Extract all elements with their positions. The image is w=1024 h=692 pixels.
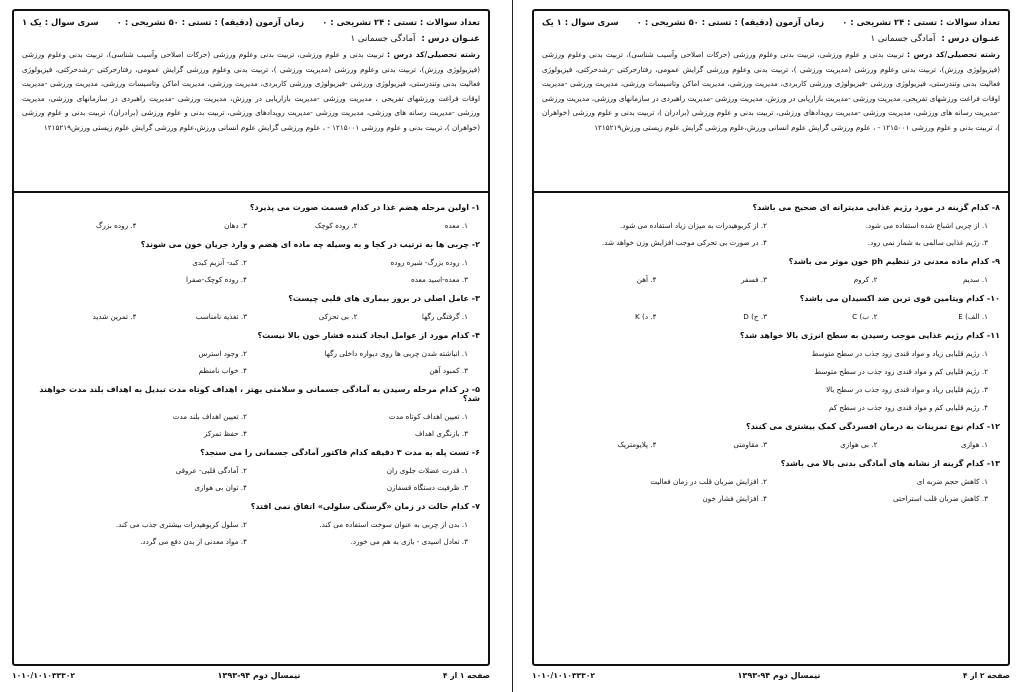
question-text: ۱۳- کدام گزینه از نشانه های آمادگی بدنی بالا می باشد؟: [780, 459, 1000, 468]
header-info-row: [14, 11, 488, 30]
answer-option: ۴. حفظ تمرکز: [203, 429, 247, 438]
answer-option: ۴. آهن: [636, 275, 657, 284]
question-text: ۱۱- کدام رژیم غذایی موجب رسیدن به سطح انرژی بالا خواهد شد؟: [739, 331, 1000, 340]
course-title: [534, 30, 1008, 46]
answer-option: ۳. رژیم قلیایی زیاد و مواد قندی زود جذب در سطح بالا: [826, 385, 988, 394]
answer-options: [540, 309, 1002, 324]
course-title: [14, 30, 488, 46]
page-number: صفحه ۲ از ۴: [962, 671, 1010, 680]
answer-option: ۴. روده کوچک-صفرا: [186, 275, 247, 284]
course-value: آمادگی جسمانی ۱: [350, 34, 416, 44]
question-text: ۴- کدام مورد از عوامل ایجاد کننده فشار خون بالا نیست؟: [257, 331, 480, 340]
field-of-study: [14, 46, 488, 138]
answer-option: ۲. سلول کربوهیدرات بیشتری جذب می کند.: [115, 520, 247, 529]
question: [20, 234, 482, 287]
field-label: رشته تحصیلی/کد درس :: [386, 50, 480, 59]
answer-options: [20, 409, 482, 441]
question-list: [14, 193, 488, 664]
answer-option: ۱. گرفتگی رگها: [421, 312, 468, 321]
answer-option: ۴. در صورت بی تحرکی موجب افزایش وزن خواهد شد.: [601, 238, 767, 247]
answer-option: ۴. مواد معدنی از بدن دفع می گردد.: [140, 537, 247, 546]
answer-option: ۴. خواب نامنظم: [198, 366, 247, 375]
answer-option: ۱. بدن از چربی به عنوان سوخت استفاده می کند.: [319, 520, 468, 529]
answer-options: [20, 309, 482, 324]
field-value: تربیت بدنی و علوم ورزشی، تربیت بدنی وعلوم ورزشی (حرکات اصلاحی وآسیب شناسی)، تربیت بدنی وعلوم ورزشی (فیزیولوژی ورزش)، تربیت بدنی وعلوم ورزشی (مدیریت ورزشی )، تربیت بدنی وعلوم ورزشی گرایش عمومی، رفتارحرکتی -رشدحرکتی، فیزیولوژی فعالیت بدنی وتندرستی، فیزیولوژی ورزشی -فیزیولوژی ورزشی کاربردی، مدیریت ورزشی، مدیریت اماکن وتاسیسات ورزشی، مدیریت ورزشی -مدیریت اوقات فراغت ورزشهای تفریحی، مدیریت ورزشی -مدیریت بازاریابی در ورزش، مدیریت ورزشی -مدیریت راهبردی در سازمانهای ورزشی، مدیریت ورزشی -مدیریت رسانه های ورزشی، مدیریت ورزشی -مدیریت رویدادهای ورزشی، تربیت بدنی و علوم ورزشی (برادران )، تربیت بدنی و علوم ورزشی (خواهران )، تربیت بدنی و علوم ورزشی ۱۲۱۵۰۰۱ - ، علوم ورزشی گرایش علوم انسانی ورزش،علوم ورزشی گرایش علوم زیستی ورزش۱۲۱۵۲۱۹: [542, 50, 1000, 132]
exam-page-2: [526, 3, 1016, 686]
answer-option: ۳. تغذیه نامناسب: [195, 312, 247, 321]
exam-code: ۱۰۱۰/۱۰۱۰۳۳۳۰۲: [532, 671, 596, 680]
answer-option: ۳. تعادل اسیدی - بازی به هم می خورد.: [350, 537, 468, 546]
answer-option: ۴. د) K: [635, 312, 657, 321]
answer-options: [540, 218, 1002, 250]
answer-option: ۱. قدرت عضلات جلوی ران: [386, 466, 468, 475]
exam-term: نیمسال دوم ۹۴-۱۳۹۳: [737, 671, 821, 680]
answer-option: ۳. ج) D: [743, 312, 767, 321]
exam-code: ۱۰۱۰/۱۰۱۰۳۳۳۰۲: [12, 671, 76, 680]
answer-option: ۲. رژیم قلیایی کم و مواد قندی زود جذب در سطح متوسط: [814, 367, 988, 376]
answer-options: [540, 272, 1002, 287]
answer-option: ۱. انباشته شدن چربی ها روی دیواره داخلی رگها: [324, 349, 468, 358]
page-footer: [532, 668, 1010, 683]
question: [20, 197, 482, 233]
header-info-row: [534, 11, 1008, 30]
answer-option: ۳. دهان: [224, 221, 247, 230]
question: [540, 325, 1002, 415]
answer-option: ۲. از کربوهیدرات به میزان زیاد استفاده می شود.: [620, 221, 767, 230]
answer-option: ۱. از چربی اشباع شده استفاده می شود.: [865, 221, 988, 230]
question: [20, 288, 482, 324]
question-series: سری سوال : ۱ یک: [542, 17, 619, 27]
field-value: تربیت بدنی و علوم ورزشی، تربیت بدنی وعلوم ورزشی (حرکات اصلاحی وآسیب شناسی)، تربیت بدنی وعلوم ورزشی (فیزیولوژی ورزش)، تربیت بدنی وعلوم ورزشی (مدیریت ورزشی )، تربیت بدنی وعلوم ورزشی گرایش عمومی، رفتارحرکتی -رشدحرکتی، فیزیولوژی فعالیت بدنی وتندرستی، فیزیولوژی ورزشی -فیزیولوژی ورزشی کاربردی، مدیریت ورزشی، مدیریت اماکن وتاسیسات ورزشی، مدیریت ورزشی -مدیریت اوقات فراغت ورزشهای تفریحی ، مدیریت ورزشی -مدیریت بازاریابی در ورزش، مدیریت ورزشی -مدیریت راهبردی در سازمانهای ورزشی، مدیریت ورزشی -مدیریت رسانه های ورزشی، مدیریت ورزشی -مدیریت رویدادهای ورزشی، تربیت بدنی و علوم ورزشی (برادران)، تربیت بدنی و علوم ورزشی (خواهران )، تربیت بدنی و علوم ورزشی ۱۲۱۵۰۰۱ - ، علوم ورزشی گرایش علوم انسانی ورزش،علوم ورزشی گرایش علوم زیستی ورزش۱۲۱۵۲۱۹: [22, 50, 480, 132]
answer-option: ۱. کاهش حجم ضربه ای: [916, 477, 988, 486]
answer-option: ۱. معده: [444, 221, 468, 230]
answer-options: [20, 255, 482, 287]
answer-options: [20, 517, 482, 549]
question: [20, 379, 482, 441]
answer-option: ۱. سدیم: [962, 275, 988, 284]
page-separator: [512, 0, 513, 692]
answer-option: ۲. بی تحرکی: [318, 312, 358, 321]
answer-option: ۲. کبد- آنزیم کبدی: [192, 258, 247, 267]
answer-options: [540, 346, 1002, 415]
answer-option: ۴. رژیم قلیایی کم و مواد قندی زود جذب در سطح کم: [828, 403, 988, 412]
answer-option: ۳. فسفر: [741, 275, 767, 284]
answer-options: [20, 218, 482, 233]
page-frame: [12, 9, 490, 666]
answer-option: ۳. معده-اسید معده: [411, 275, 468, 284]
page-footer: [12, 668, 490, 683]
question: [20, 442, 482, 495]
answer-options: [540, 474, 1002, 506]
question-series: سری سوال : یک ۱: [22, 17, 99, 27]
question-text: ۸- کدام گزینه در مورد رژیم غذایی مدیترانه ای صحیح می باشد؟: [752, 203, 1000, 212]
answer-option: ۴. پلایومتریک: [617, 440, 657, 449]
question-text: ۶- تست پله به مدت ۳ دقیقه کدام فاکتور آمادگی جسمانی را می سنجد؟: [200, 448, 480, 457]
question: [20, 496, 482, 549]
answer-option: ۱. رژیم قلیایی زیاد و مواد قندی زود جذب در سطح متوسط: [811, 349, 988, 358]
question-count: تعداد سوالات : تستی : ۲۴ تشریحی : ۰: [322, 17, 480, 27]
answer-option: ۲. تعیین اهداف بلند مدت: [172, 412, 247, 421]
course-label: عنـوان درس :: [421, 34, 480, 44]
answer-option: ۳. بازنگری اهداف: [415, 429, 468, 438]
question-text: ۳- عامل اصلی در بروز بیماری های قلبی چیست؟: [288, 294, 480, 303]
answer-option: ۱. الف) E: [958, 312, 988, 321]
exam-header: [14, 11, 488, 193]
course-label: عنـوان درس :: [941, 34, 1000, 44]
answer-option: ۱. روده بزرگ- شیره روده: [390, 258, 468, 267]
answer-option: ۱. هوازی: [960, 440, 988, 449]
question: [540, 416, 1002, 452]
question-count: تعداد سوالات : تستی : ۲۴ تشریحی : ۰: [842, 17, 1000, 27]
answer-option: ۴. افزایش فشار خون: [702, 494, 767, 503]
exam-header: [534, 11, 1008, 193]
answer-option: ۲. افزایش ضربان قلب در زمان فعالیت: [650, 477, 767, 486]
answer-option: ۲. وجود استرس: [198, 349, 247, 358]
answer-option: ۳. مقاومتی: [733, 440, 767, 449]
field-of-study: [534, 46, 1008, 138]
question: [540, 288, 1002, 324]
question-text: ۲- چربی ها به ترتیب در کجا و به وسیله چه ماده ای هضم و وارد جریان خون می شوند؟: [140, 240, 480, 249]
answer-options: [20, 346, 482, 378]
answer-option: ۲. آمادگی قلبی- عروقی: [175, 466, 247, 475]
question: [540, 197, 1002, 250]
answer-option: ۲. کروم: [853, 275, 878, 284]
question-text: ۱۰- کدام ویتامین قوی ترین ضد اکسیدان می باشد؟: [799, 294, 1000, 303]
answer-option: ۲. بی هوازی: [840, 440, 878, 449]
answer-option: ۳. رژیم غذایی سالمی به شمار نمی رود.: [867, 238, 988, 247]
answer-option: ۴. روده بزرگ: [95, 221, 137, 230]
question-text: ۹- کدام ماده معدنی در تنظیم ph خون موثر می باشد؟: [788, 257, 1000, 266]
answer-option: ۴. توان بی هوازی: [194, 483, 247, 492]
answer-option: ۳. کاهش ضربان قلب استراحتی: [892, 494, 988, 503]
answer-options: [20, 463, 482, 495]
exam-page-1: [6, 3, 496, 686]
exam-time: زمان آزمون (دقیقه) : تستی : ۵۰ تشریحی : ۰: [636, 17, 825, 27]
question-text: ۵- در کدام مرحله رسیدن به آمادگی جسمانی و سلامتی بهتر ، اهداف کوتاه مدت تبدیل به اهداف بلند مدت خواهند شد؟: [39, 385, 480, 403]
answer-option: ۲. روده کوچک: [314, 221, 358, 230]
question: [20, 325, 482, 378]
answer-option: ۴. تمرین شدید: [92, 312, 137, 321]
question-text: ۱- اولین مرحله هضم غذا در کدام قسمت صورت می پذیرد؟: [249, 203, 480, 212]
exam-time: زمان آزمون (دقیقه) : تستی : ۵۰ تشریحی : ۰: [116, 17, 305, 27]
field-label: رشته تحصیلی/کد درس :: [906, 50, 1000, 59]
answer-option: ۳. کمبود آهن: [429, 366, 468, 375]
page-frame: [532, 9, 1010, 666]
question-text: ۱۲- کدام نوع تمرینات به درمان افسردگی کمک بیشتری می کنند؟: [746, 422, 1000, 431]
course-value: آمادگی جسمانی ۱: [870, 34, 936, 44]
question-text: ۷- کدام حالت در زمان «گرسنگی سلولی» اتفاق نمی افتد؟: [250, 502, 480, 511]
page-number: صفحه ۱ از ۴: [442, 671, 490, 680]
answer-option: ۲. ب) C: [852, 312, 878, 321]
question: [540, 251, 1002, 287]
question: [540, 453, 1002, 506]
question-list: [534, 193, 1008, 664]
answer-option: ۱. تعیین اهداف کوتاه مدت: [388, 412, 468, 421]
answer-options: [540, 437, 1002, 452]
exam-term: نیمسال دوم ۹۴-۱۳۹۳: [217, 671, 301, 680]
answer-option: ۳. ظرفیت دستگاه قسفازن: [386, 483, 468, 492]
